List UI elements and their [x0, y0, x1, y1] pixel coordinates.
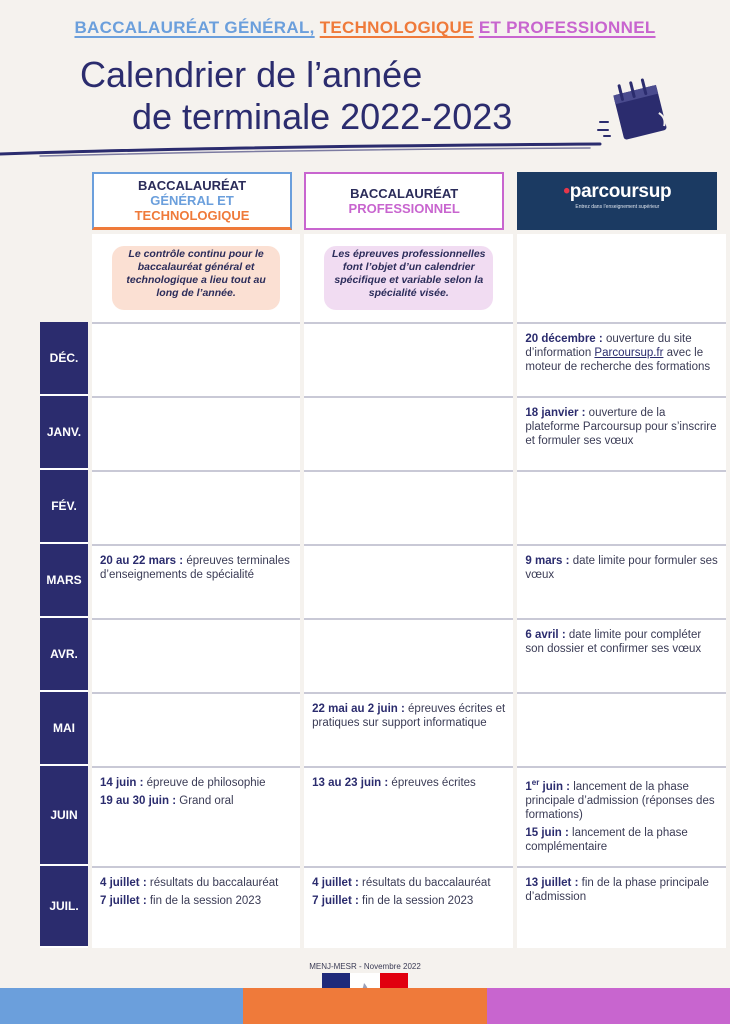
parcoursup-logo: •parcoursup	[563, 181, 672, 202]
intro-gt	[92, 230, 300, 322]
event-text: résultats du baccalauréat	[149, 877, 279, 889]
calendar-icon	[596, 76, 680, 148]
event-date: 7 juillet :	[312, 895, 359, 907]
header-gt-line1: BACCALAURÉAT	[137, 178, 247, 193]
month-mar: MARS	[40, 544, 88, 618]
event-text: ouverture du site d’information	[525, 333, 692, 359]
event-date: 18 janvier :	[525, 407, 586, 419]
event-date: 7 juillet :	[100, 895, 147, 907]
banner-general: BACCALAURÉAT GÉNÉRAL,	[74, 18, 315, 37]
cell-may-pro	[304, 692, 513, 766]
footer-band-blue	[0, 988, 243, 1024]
event-date: 9 mars :	[525, 555, 570, 567]
month-dec: DÉC.	[40, 322, 88, 396]
header-bac-pro	[304, 172, 504, 230]
calendar-table	[36, 172, 730, 948]
cell-jan-pro	[304, 396, 513, 470]
event-date: 6 avril :	[525, 629, 566, 641]
cell-jun-gt	[92, 766, 300, 866]
event-text: date limite pour formuler ses vœux	[525, 555, 718, 581]
cell-may-gt	[92, 692, 300, 766]
cell-dec-gt	[92, 322, 300, 396]
brush-stroke-divider	[0, 140, 610, 160]
cell-apr-pro	[304, 618, 513, 692]
month-jul: JUIL.	[40, 866, 88, 948]
event-date: 4 juillet :	[100, 877, 147, 889]
header-banner	[0, 18, 730, 38]
event-date: 19 au 30 juin :	[100, 795, 177, 807]
cell-apr-gt	[92, 618, 300, 692]
month-feb: FÉV.	[40, 470, 88, 544]
month-jan: JANV.	[40, 396, 88, 470]
event-text: épreuves écrites et pratiques sur support informatique	[312, 703, 506, 729]
month-jun: JUIN	[40, 766, 88, 866]
event-date-rest: juin :	[542, 780, 571, 793]
title-line-1: Calendrier de l’année	[80, 54, 423, 95]
event-text: épreuve de philosophie	[146, 777, 266, 789]
cell-jun-pro	[304, 766, 513, 866]
footer-band-orange	[243, 988, 487, 1024]
event-text: résultats du baccalauréat	[362, 877, 491, 889]
cell-apr-ps	[517, 618, 726, 692]
header-bac-gt	[92, 172, 292, 230]
event-date: 1	[525, 780, 532, 793]
cell-dec-pro	[304, 322, 513, 396]
event-text: épreuves écrites	[391, 777, 476, 789]
cell-mar-gt	[92, 544, 300, 618]
cell-jul-pro	[304, 866, 513, 948]
event-text: épreuves terminales d’enseignements de spécialité	[100, 555, 290, 581]
banner-technologique: TECHNOLOGIQUE	[319, 18, 474, 37]
header-gt-line3: TECHNOLOGIQUE	[134, 208, 250, 223]
event-text: lancement de la phase complémentaire	[525, 826, 688, 853]
cell-jan-gt	[92, 396, 300, 470]
cell-feb-gt	[92, 470, 300, 544]
intro-ps	[517, 230, 726, 322]
footer-credit: MENJ-MESR - Novembre 2022	[309, 962, 421, 971]
cell-mar-ps	[517, 544, 726, 618]
event-date: 15 juin :	[525, 826, 569, 839]
month-may: MAI	[40, 692, 88, 766]
cell-dec-ps	[517, 322, 726, 396]
event-text: date limite pour compléter son dossier et confirmer ses vœux	[525, 629, 702, 655]
cell-feb-pro	[304, 470, 513, 544]
footer-band-purple	[487, 988, 730, 1024]
header-parcoursup	[517, 172, 717, 230]
intro-gt-text: Le contrôle continu pour le baccalauréat général et technologique a lieu tout au long de l’année.	[126, 248, 266, 299]
intro-pro	[304, 230, 513, 322]
parcoursup-subtitle: Entrez dans l’enseignement supérieur	[575, 204, 660, 210]
parcoursup-logo-text: parcoursup	[569, 181, 672, 202]
intro-pro-text: Les épreuves professionnelles font l’objet d’un calendrier spécifique et variable selon la spécialité visée.	[332, 248, 486, 299]
header-pro-line2: PROFESSIONNEL	[348, 201, 460, 216]
event-text: fin de la session 2023	[149, 895, 262, 907]
event-date: 22 mai au 2 juin :	[312, 703, 405, 715]
month-apr: AVR.	[40, 618, 88, 692]
event-text: Grand oral	[179, 795, 234, 807]
event-text: avec le moteur de recherche des formations	[525, 347, 711, 373]
cell-jan-ps	[517, 396, 726, 470]
event-text: lancement de la phase principale d’admission (réponses des formations)	[525, 780, 715, 821]
cell-jul-gt	[92, 866, 300, 948]
event-date: 14 juin :	[100, 777, 144, 789]
header-pro-line1: BACCALAURÉAT	[350, 186, 459, 201]
event-date: 20 au 22 mars :	[100, 555, 184, 567]
event-date: 20 décembre :	[525, 333, 603, 345]
page-title	[80, 54, 620, 138]
event-date: 13 au 23 juin :	[312, 777, 389, 789]
event-text: fin de la session 2023	[362, 895, 474, 907]
event-text: fin de la phase principale d’admission	[525, 877, 709, 903]
cell-jun-ps	[517, 766, 726, 866]
cell-jul-ps	[517, 866, 726, 948]
event-date: 13 juillet :	[525, 877, 579, 889]
event-date: 4 juillet :	[312, 877, 359, 889]
event-text: ouverture de la plateforme Parcoursup pour s’inscrire et formuler ses vœux	[525, 407, 717, 447]
cell-feb-ps	[517, 470, 726, 544]
cell-may-ps	[517, 692, 726, 766]
banner-professionnel: ET PROFESSIONNEL	[478, 18, 656, 37]
cell-mar-pro	[304, 544, 513, 618]
title-line-2: de terminale 2022-2023	[132, 96, 513, 137]
parcoursup-link[interactable]: Parcoursup.fr	[594, 347, 664, 359]
event-date-sup: er	[531, 778, 540, 787]
header-gt-line2: GÉNÉRAL ET	[150, 193, 234, 208]
